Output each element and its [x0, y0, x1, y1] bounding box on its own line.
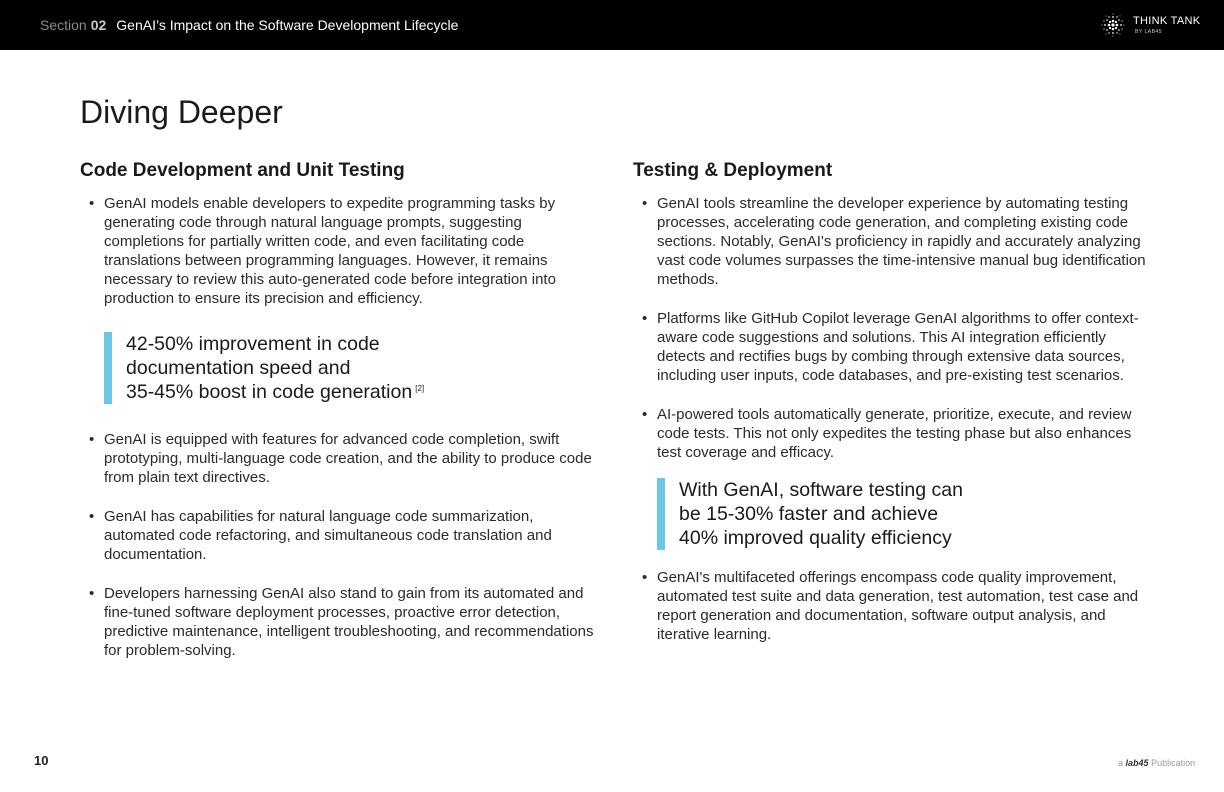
citation-reference: [2] [415, 383, 425, 393]
list-item [633, 194, 1153, 289]
callout-accent-bar [657, 478, 665, 550]
left-callout [104, 332, 595, 404]
right-bullets-top [633, 194, 1153, 462]
list-item-text: Platforms like GitHub Copilot leverage GenAI algorithms to offer context-aware code suggestions and solutions. This AI integration efficiently detects and rectifies bugs by combing through extensive data sources, including user inputs, code databases, and pre-existing test scenarios. [657, 310, 1139, 384]
list-item-text: AI-powered tools automatically generate, prioritize, execute, and review code tests. This not only expedites the testing phase but also enhances test coverage and efficacy. [657, 406, 1132, 461]
publication-prefix: a [1118, 758, 1124, 768]
section-label: Section [40, 17, 87, 33]
right-callout [657, 478, 1153, 550]
page-number: 10 [34, 753, 49, 768]
callout-line-text: 35-45% boost in code generation [126, 381, 413, 403]
callout-accent-bar [104, 332, 112, 404]
bullet-dot-icon: • [642, 310, 648, 327]
list-item-text: GenAI models enable developers to expedite programming tasks by generating code through natural language prompts, suggesting completions for partially written code, and even facilitating code translations between programming languages. However, it remains necessary to review this auto-generated code before integration into production to ensure its precision and efficiency. [104, 195, 556, 307]
callout-line: With GenAI, software testing can [679, 479, 963, 501]
publication-brand: lab45 [1125, 758, 1149, 768]
brand-subtitle: BY LAB45 [1135, 29, 1162, 35]
list-item [633, 405, 1153, 462]
right-column [633, 158, 1153, 644]
bullet-dot-icon: • [642, 406, 648, 423]
list-item-text: Developers harnessing GenAI also stand to gain from its automated and fine-tuned software deployment processes, proactive error detection, predictive maintenance, intelligent troubleshooting, and recommendations for problem-solving. [104, 585, 594, 659]
publication-credit [1118, 757, 1195, 769]
list-item [633, 309, 1153, 385]
right-bullets-bottom [633, 568, 1153, 644]
section-title: GenAI’s Impact on the Software Development Lifecycle [116, 17, 459, 33]
brand-logo [1099, 11, 1209, 39]
section-number: 02 [90, 17, 107, 33]
list-item [80, 194, 595, 308]
callout-line: 42-50% improvement in code [126, 333, 380, 355]
callout-line: be 15-30% faster and achieve [679, 503, 939, 525]
left-bullets-bottom [80, 430, 595, 660]
bullet-dot-icon: • [89, 431, 95, 448]
bullet-dot-icon: • [642, 569, 648, 586]
left-bullets-top [80, 194, 595, 308]
list-item [633, 568, 1153, 644]
right-column-heading: Testing & Deployment [633, 160, 833, 181]
bullet-dot-icon: • [89, 508, 95, 525]
bullet-dot-icon: • [89, 585, 95, 602]
list-item [80, 584, 595, 660]
callout-line [126, 380, 595, 404]
callout-line: 40% improved quality efficiency [679, 527, 952, 549]
left-column-heading: Code Development and Unit Testing [80, 160, 405, 181]
list-item [80, 430, 595, 487]
header-bar [0, 0, 1224, 50]
callout-line: documentation speed and [126, 357, 351, 379]
list-item-text: GenAI tools streamline the developer experience by automating testing processes, accelerating code generation, and completing existing code sections. Notably, GenAI's proficiency in rapidly and accurately analyzing vast code volumes surpasses the time-intensive manual bug identification methods. [657, 195, 1146, 288]
dotted-globe-logo-icon [1099, 11, 1127, 39]
bullet-dot-icon: • [89, 195, 95, 212]
publication-suffix: Publication [1151, 758, 1196, 768]
section-breadcrumb [40, 16, 458, 34]
brand-name: THINK TANK [1133, 15, 1201, 27]
bullet-dot-icon: • [642, 195, 648, 212]
list-item-text: GenAI is equipped with features for advanced code completion, swift prototyping, multi-language code creation, and the ability to produce code from plain text directives. [104, 431, 592, 486]
list-item-text: GenAI has capabilities for natural language code summarization, automated code refactoring, and simultaneous code translation and documentation. [104, 508, 552, 563]
page-title: Diving Deeper [80, 94, 283, 130]
list-item [80, 507, 595, 564]
left-column [80, 158, 595, 660]
list-item-text: GenAI's multifaceted offerings encompass code quality improvement, automated test suite and data generation, test automation, test case and report generation and documentation, software output analysis, and iterative learning. [657, 569, 1139, 643]
